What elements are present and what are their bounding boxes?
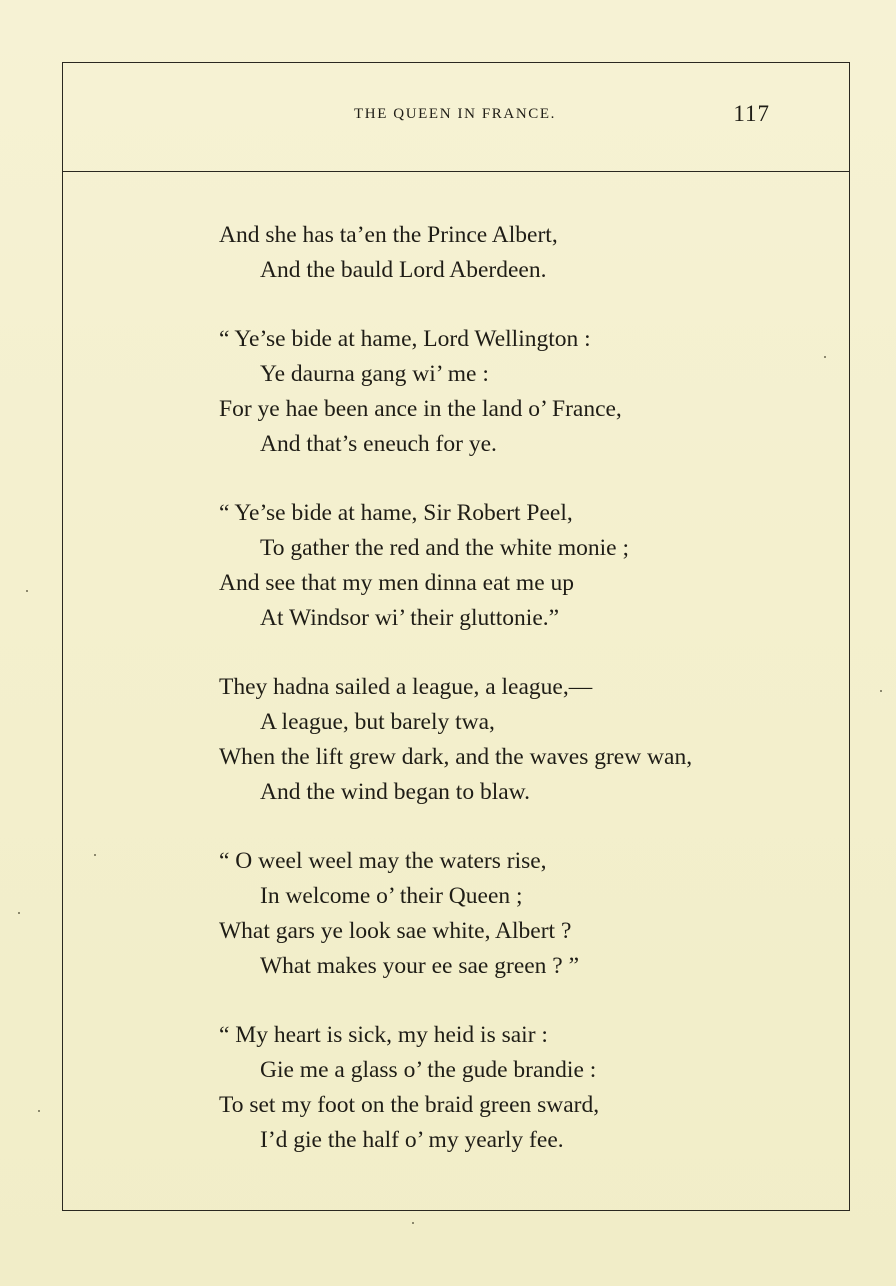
paper-speck — [824, 356, 826, 358]
poem-line: And she has ta’en the Prince Albert, — [219, 222, 558, 248]
poem-body — [219, 218, 819, 1192]
paper-speck — [412, 1222, 414, 1224]
stanza — [219, 496, 819, 636]
poem-line: “ Ye’se bide at hame, Lord Wellington : — [219, 326, 591, 352]
stanza — [219, 844, 819, 984]
poem-line: Ye daurna gang wi’ me : — [260, 361, 489, 387]
header-rule — [62, 171, 850, 172]
poem-line: “ Ye’se bide at hame, Sir Robert Peel, — [219, 500, 573, 526]
poem-line: And the wind began to blaw. — [260, 779, 530, 805]
poem-line: They hadna sailed a league, a league,— — [219, 674, 593, 700]
poem-line: At Windsor wi’ their gluttonie.” — [260, 605, 560, 631]
stanza — [219, 218, 819, 288]
poem-line: To gather the red and the white monie ; — [260, 535, 630, 561]
paper-speck — [18, 912, 20, 914]
poem-line: What makes your ee sae green ? ” — [260, 953, 580, 979]
poem-line: I’d gie the half o’ my yearly fee. — [260, 1127, 564, 1153]
poem-line: And see that my men dinna eat me up — [219, 570, 575, 596]
poem-line: To set my foot on the braid green sward, — [219, 1092, 600, 1118]
poem-line: “ My heart is sick, my heid is sair : — [219, 1022, 548, 1048]
poem-line: For ye hae been ance in the land o’ France, — [219, 396, 622, 422]
poem-line: “ O weel weel may the waters rise, — [219, 848, 547, 874]
poem-line: A league, but barely twa, — [260, 709, 495, 735]
stanza — [219, 322, 819, 462]
poem-line: And the bauld Lord Aberdeen. — [260, 257, 547, 283]
paper-speck — [94, 854, 96, 856]
stanza — [219, 670, 819, 810]
running-head-title: THE QUEEN IN FRANCE. — [354, 106, 556, 122]
paper-speck — [26, 590, 28, 592]
page-number: 117 — [733, 101, 770, 126]
poem-line: What gars ye look sae white, Albert ? — [219, 918, 572, 944]
stanza — [219, 1018, 819, 1158]
poem-line: Gie me a glass o’ the gude brandie : — [260, 1057, 597, 1083]
paper-speck — [880, 690, 882, 692]
poem-line: When the lift grew dark, and the waves grew wan, — [219, 744, 693, 770]
paper-speck — [38, 1110, 40, 1112]
poem-line: In welcome o’ their Queen ; — [260, 883, 523, 909]
poem-line: And that’s eneuch for ye. — [260, 431, 497, 457]
